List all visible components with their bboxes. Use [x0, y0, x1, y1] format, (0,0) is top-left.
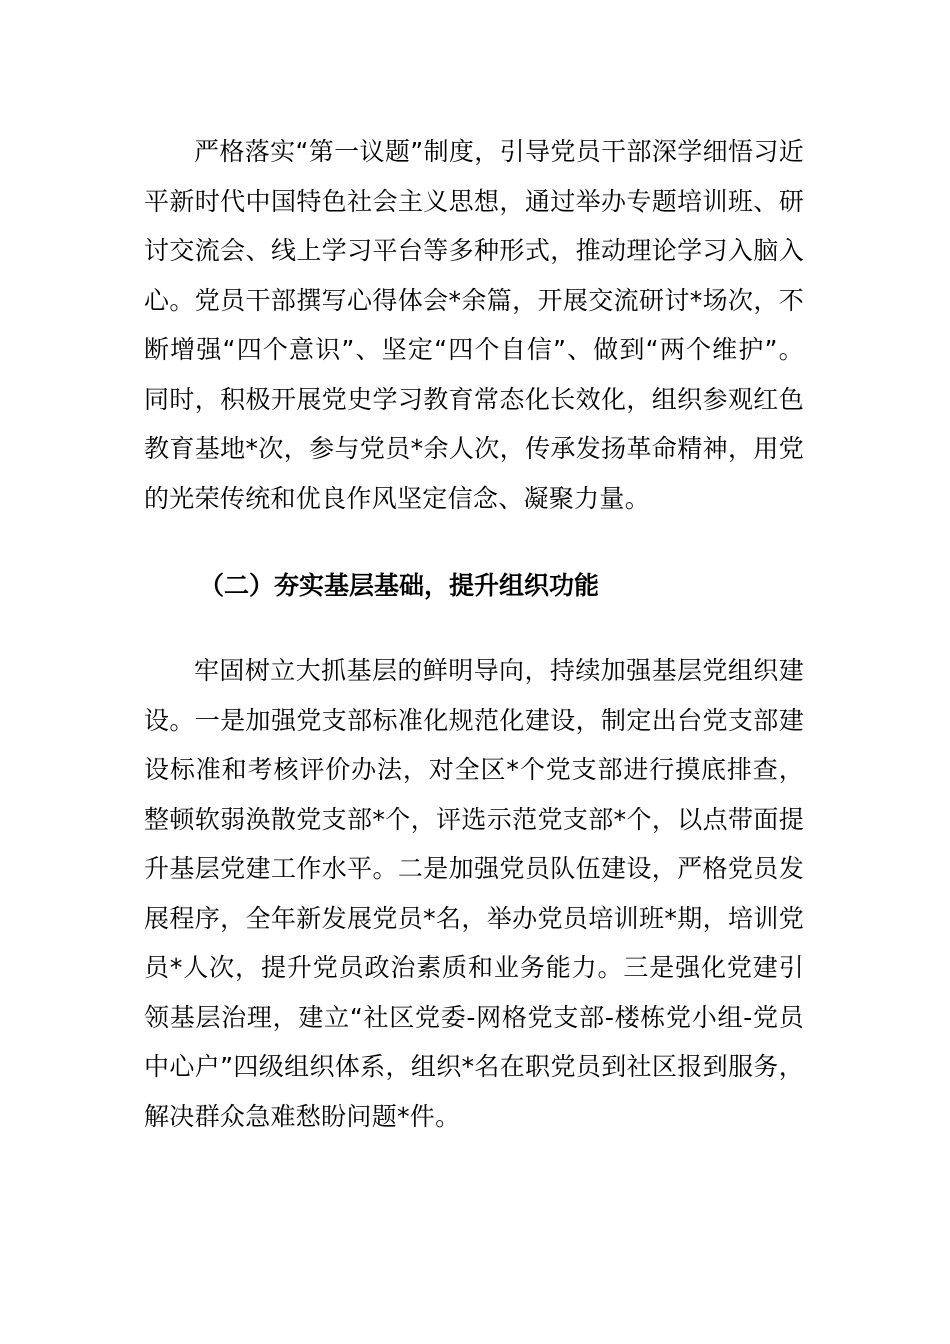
- section-heading-container: [144, 561, 804, 611]
- body-paragraph-1: 严格落实“第一议题”制度，引导党员干部深学细悟习近平新时代中国特色社会主义思想，通过举办专题培训班、研讨交流会、线上学习平台等多种形式，推动理论学习入脑入心。党员干部撰写心得体会*余篇，开展交流研讨*场次，不断增强“四个意识”、坚定“四个自信”、做到“两个维护”。同时，积极开展党史学习教育常态化长效化，组织参观红色教育基地*次，参与党员*余人次，传承发扬革命精神，用党的光荣传统和优良作风坚定信念、凝聚力量。: [144, 137, 804, 513]
- body-paragraph-2-container: [144, 646, 804, 1141]
- body-paragraph-1-container: [144, 127, 804, 523]
- section-heading: （二）夯实基层基础，提升组织功能: [199, 571, 600, 600]
- body-paragraph-2: 牢固树立大抓基层的鲜明导向，持续加强基层党组织建设。一是加强党支部标准化规范化建设，制定出台党支部建设标准和考核评价办法，对全区*个党支部进行摸底排查，整顿软弱涣散党支部*个，评选示范党支部*个，以点带面提升基层党建工作水平。二是加强党员队伍建设，严格党员发展程序，全年新发展党员*名，举办党员培训班*期，培训党员*人次，提升党员政治素质和业务能力。三是强化党建引领基层治理，建立“社区党委-网格党支部-楼栋党小组-党员中心户”四级组织体系，组织*名在职党员到社区报到服务，解决群众急难愁盼问题*件。: [144, 656, 804, 1131]
